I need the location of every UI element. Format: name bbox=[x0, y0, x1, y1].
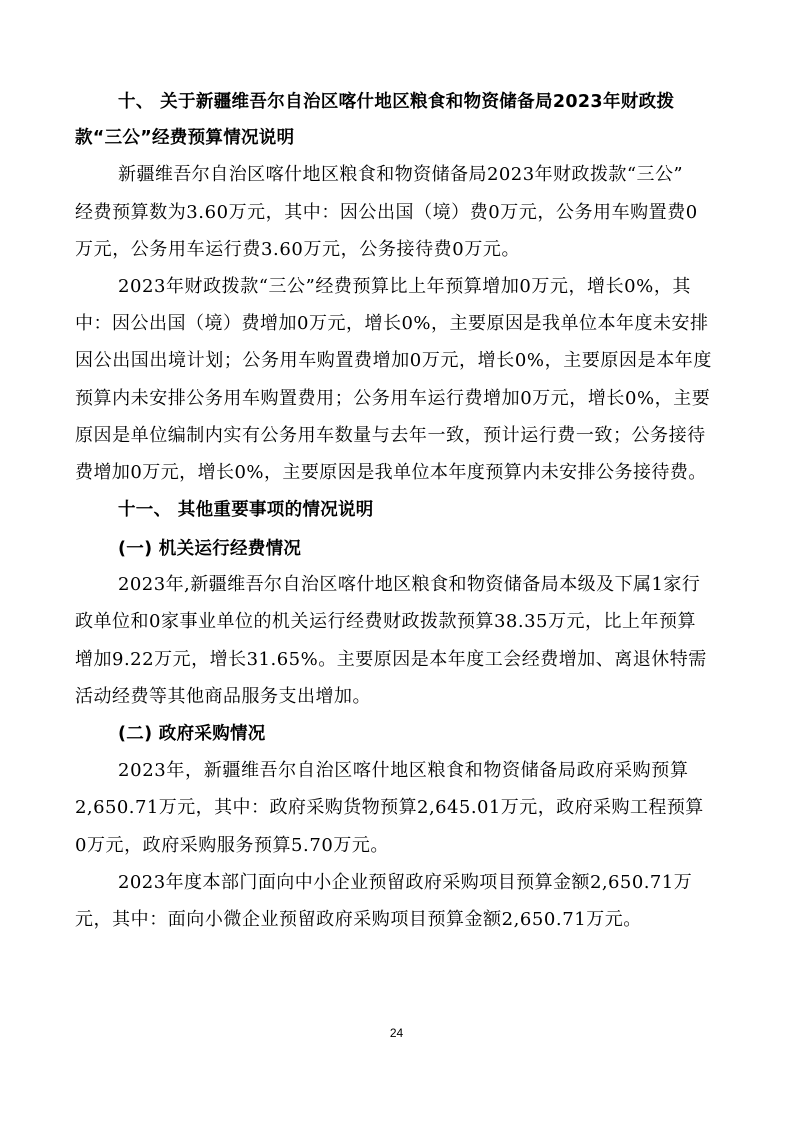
subsection-2-paragraph-2-line: 元，其中：面向小微企业预留政府采购项目预算金额2,650.71万元。 bbox=[75, 909, 642, 930]
section-10-paragraph-2-line: 2023年财政拨款“三公”经费预算比上年预算增加0万元，增长0%，其 bbox=[118, 276, 691, 297]
section-10-heading-line-1: 十、 关于新疆维吾尔自治区喀什地区粮食和物资储备局2023年财政拨 bbox=[118, 92, 675, 112]
subsection-2-paragraph-1-line: 0万元，政府采购服务预算5.70万元。 bbox=[75, 835, 389, 856]
subsection-2-paragraph-2-line: 2023年度本部门面向中小企业预留政府采购项目预算金额2,650.71万 bbox=[118, 872, 693, 893]
section-11-heading: 十一、 其他重要事项的情况说明 bbox=[118, 500, 374, 520]
subsection-2-paragraph-1-line: 2023年，新疆维吾尔自治区喀什地区粮食和物资储备局政府采购预算 bbox=[118, 760, 689, 781]
section-10-paragraph-1-line: 经费预算数为3.60万元，其中：因公出国（境）费0万元，公务用车购置费0 bbox=[75, 202, 698, 223]
section-10-paragraph-2-line: 费增加0万元，增长0%，主要原因是我单位本年度预算内未安排公务接待费。 bbox=[75, 462, 707, 483]
subsection-2-paragraph-1-line: 2,650.71万元，其中：政府采购货物预算2,645.01万元，政府采购工程预算 bbox=[75, 797, 704, 818]
section-10-paragraph-1-line: 万元，公务用车运行费3.60万元，公务接待费0万元。 bbox=[75, 239, 521, 260]
section-10-paragraph-2-line: 中：因公出国（境）费增加0万元，增长0%，主要原因是我单位本年度未安排 bbox=[75, 313, 709, 334]
subsection-1-paragraph-line: 政单位和0家事业单位的机关运行经费财政拨款预算38.35万元，比上年预算 bbox=[75, 611, 696, 632]
section-10-paragraph-2-line: 原因是单位编制内实有公务用车数量与去年一致，预计运行费一致；公务接待 bbox=[75, 425, 706, 446]
section-10-paragraph-1-line: 新疆维吾尔自治区喀什地区粮食和物资储备局2023年财政拨款“三公” bbox=[118, 164, 684, 185]
section-10-paragraph-2-line: 因公出国出境计划；公务用车购置费增加0万元，增长0%，主要原因是本年度 bbox=[75, 350, 713, 371]
section-10-paragraph-2-line: 预算内未安排公务用车购置费用；公务用车运行费增加0万元，增长0%，主要 bbox=[75, 388, 711, 409]
section-10-heading-line-2: 款“三公”经费预算情况说明 bbox=[75, 128, 295, 148]
page-number: 24 bbox=[389, 1026, 404, 1040]
subsection-1-paragraph-line: 2023年,新疆维吾尔自治区喀什地区粮食和物资储备局本级及下属1家行 bbox=[118, 574, 701, 595]
subsection-1-heading: (一) 机关运行经费情况 bbox=[118, 539, 302, 559]
subsection-2-heading: (二) 政府采购情况 bbox=[118, 724, 266, 744]
subsection-1-paragraph-line: 增加9.22万元，增长31.65%。主要原因是本年度工会经费增加、离退休特需 bbox=[75, 649, 707, 670]
subsection-1-paragraph-line: 活动经费等其他商品服务支出增加。 bbox=[75, 686, 371, 707]
